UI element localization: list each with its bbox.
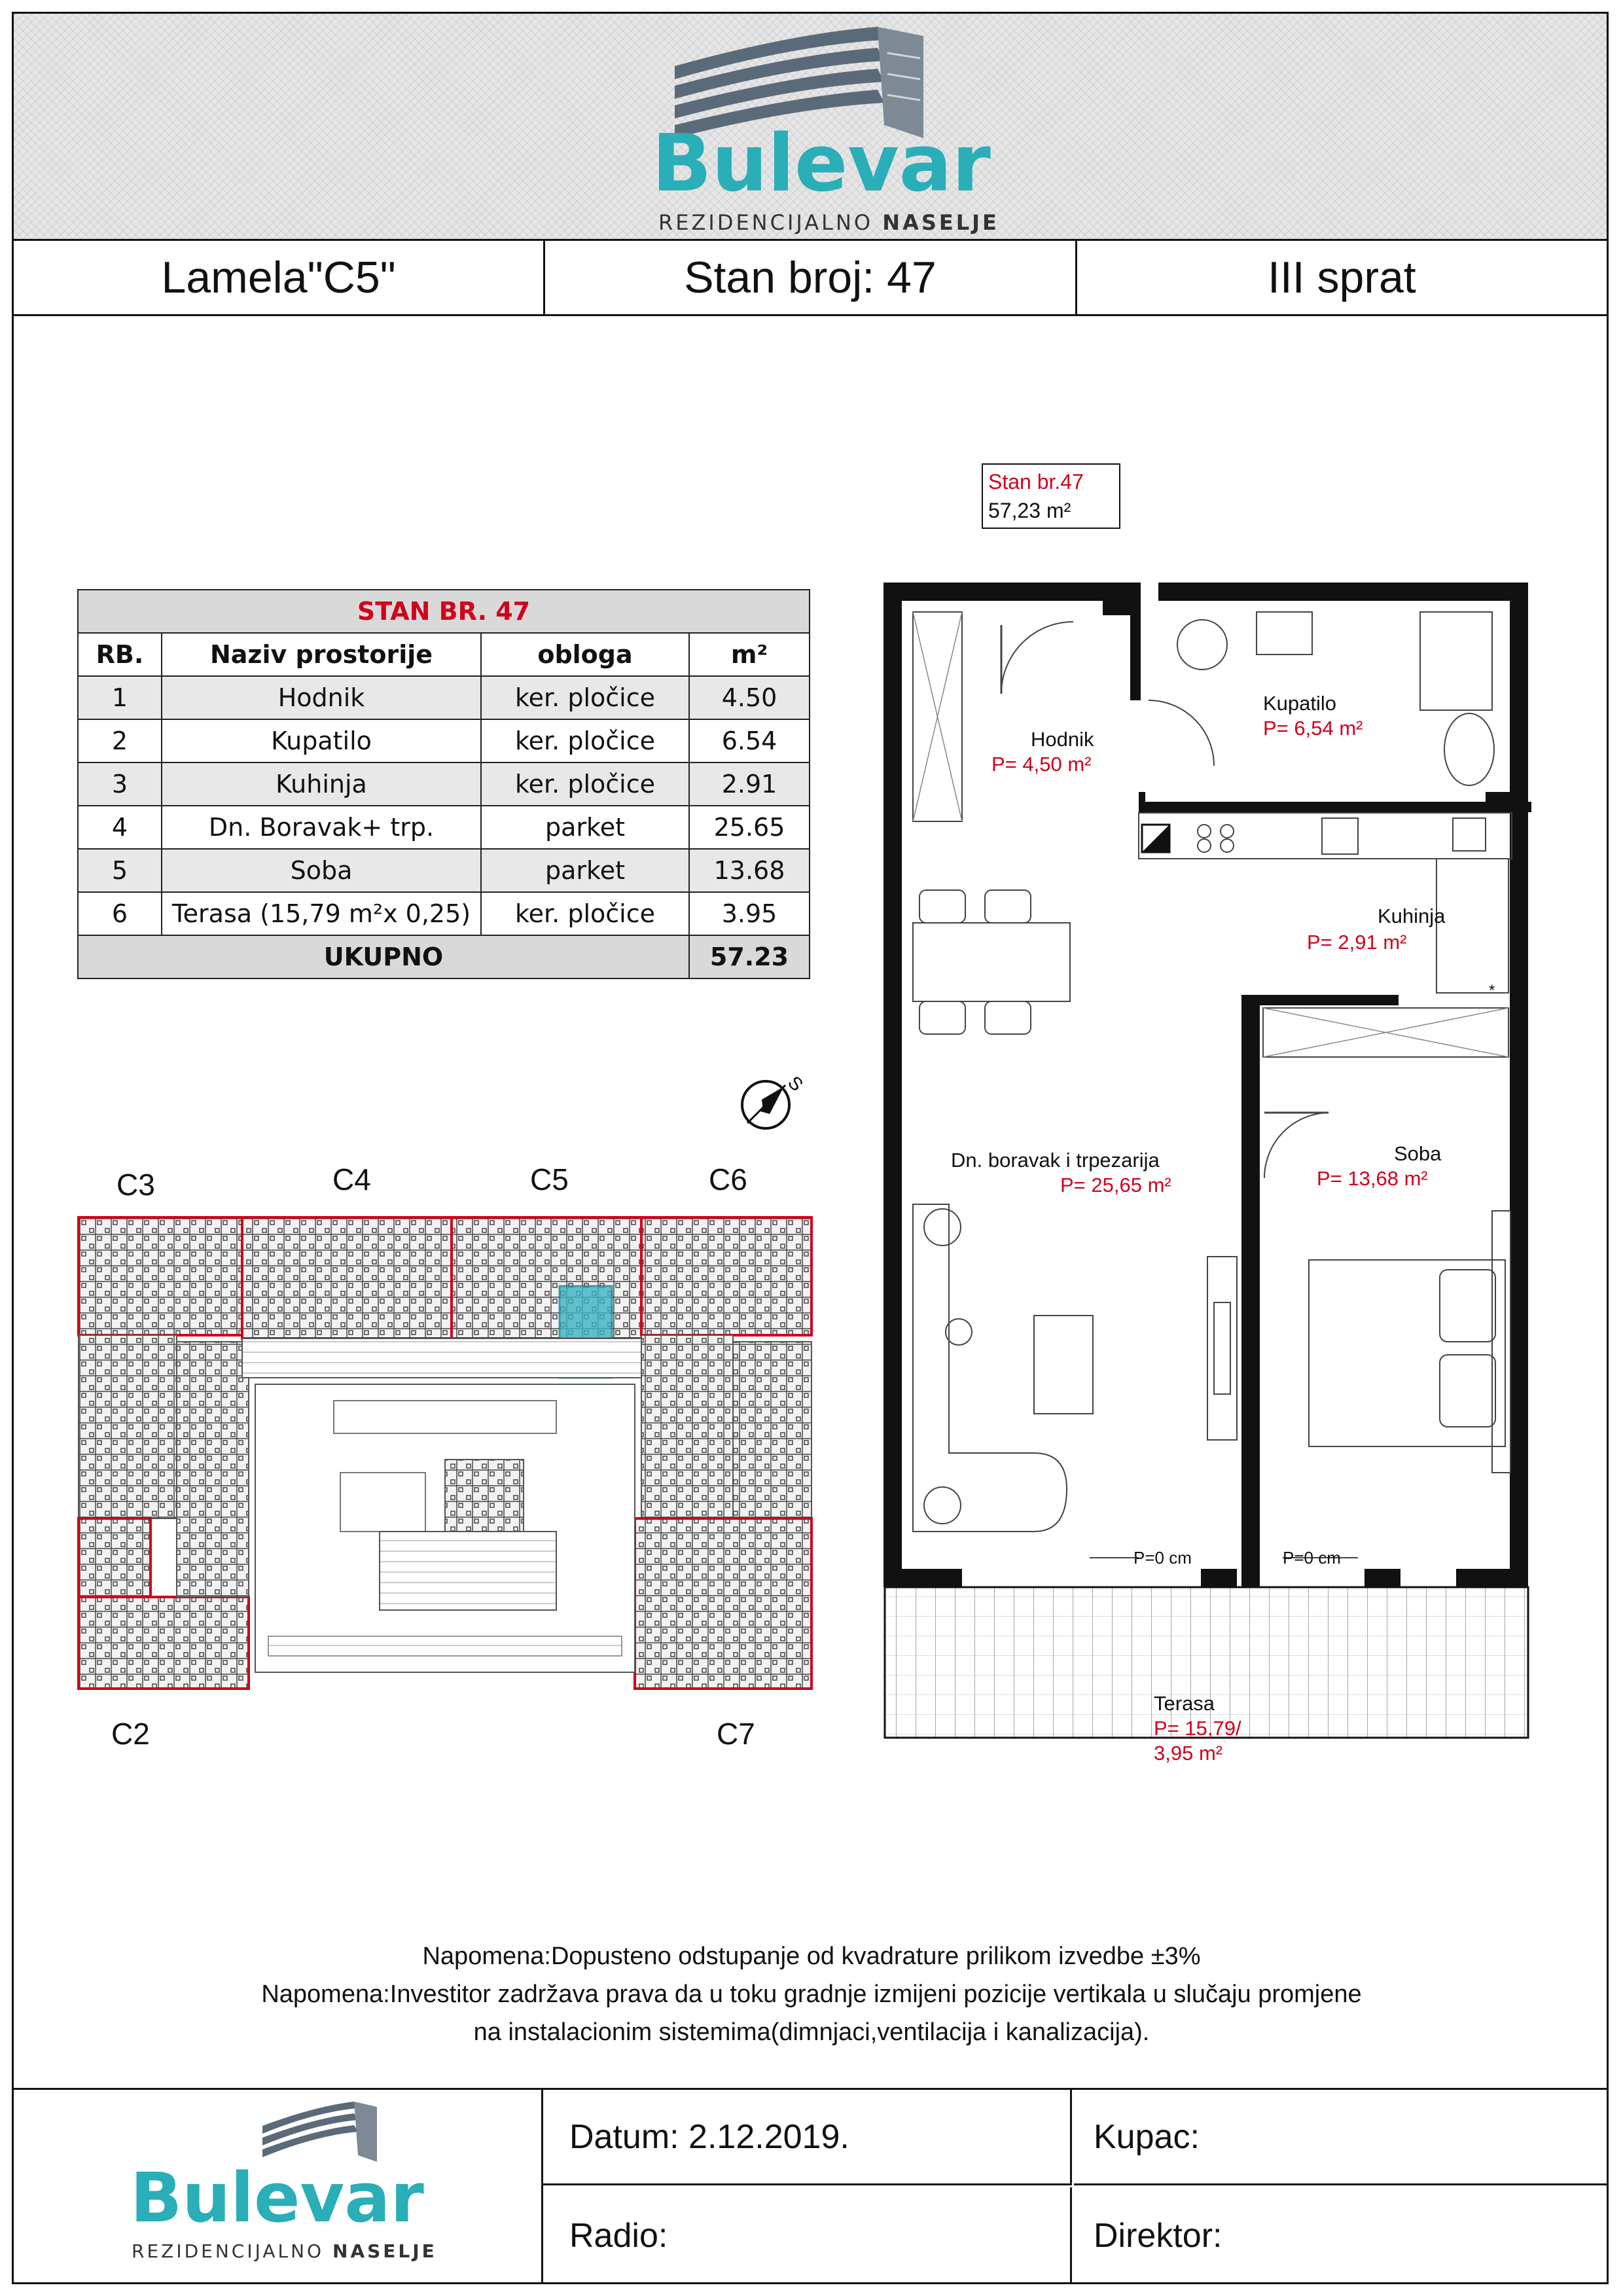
note-line-2: Napomena:Investitor zadržava prava da u toku gradnje izmijeni pozicije vertikala u slučaju promjene [261, 1981, 1362, 2008]
cell: 1 [78, 676, 162, 719]
cell: Dn. Boravak+ trp. [162, 806, 481, 849]
col-name: Naziv prostorije [162, 633, 481, 676]
footer-kupac: Kupac: [1074, 2090, 1607, 2185]
room-kuhinja-area: P= 2,91 m² [1307, 931, 1407, 954]
room-boravak-name: Dn. boravak i trpezarija [951, 1149, 1160, 1172]
footer-brand-name: Bulevar [130, 2158, 424, 2238]
col-rb: RB. [78, 633, 162, 676]
footer-logo-cell [14, 2090, 543, 2284]
table-row [78, 762, 810, 806]
table-row [78, 892, 810, 935]
cell: Soba [162, 849, 481, 892]
footer-datum: Datum: 2.12.2019. [543, 2090, 1072, 2185]
cell: Hodnik [162, 676, 481, 719]
total-label: UKUPNO [78, 935, 689, 978]
cell: ker. pločice [481, 892, 689, 935]
cell: ker. pločice [481, 676, 689, 719]
plan-label-apartment: Stan br.47 [988, 470, 1084, 493]
footer-radio: Radio: [543, 2187, 1072, 2284]
threshold-label-2: P=0 cm [1283, 1548, 1341, 1568]
rooms-table [77, 589, 810, 979]
stan-title: Stan broj: 47 [545, 241, 1077, 314]
cell: 5 [78, 849, 162, 892]
cell: Kupatilo [162, 719, 481, 762]
footer-tagline-bold: NASELJE [332, 2240, 437, 2262]
sprat-title: III sprat [1267, 253, 1416, 302]
footer-brand-tagline [132, 2240, 437, 2262]
col-obloga: obloga [481, 633, 689, 676]
cell: 4 [78, 806, 162, 849]
footer [14, 2088, 1607, 2284]
cell: 25.65 [689, 806, 810, 849]
cell: parket [481, 806, 689, 849]
cell: ker. pločice [481, 719, 689, 762]
room-terasa-area-1: P= 15,79/ [1154, 1717, 1241, 1740]
cell: 2 [78, 719, 162, 762]
room-terasa-name: Terasa [1154, 1692, 1215, 1715]
site-label-c6: C6 [709, 1162, 747, 1196]
col-area: m² [689, 633, 810, 676]
brand-tagline-light: REZIDENCIJALNO [658, 210, 874, 235]
table-row [78, 719, 810, 762]
table-row [78, 806, 810, 849]
footer-tagline-light: REZIDENCIJALNO [132, 2240, 325, 2262]
cell: 2.91 [689, 762, 810, 806]
brand-tagline-bold: NASELJE [882, 210, 999, 235]
title-row [14, 241, 1607, 316]
lamela-title: Lamela"C5" [14, 241, 545, 314]
site-label-c4: C4 [332, 1162, 371, 1196]
table-row [78, 676, 810, 719]
cell: parket [481, 849, 689, 892]
room-terasa-area-2: 3,95 m² [1154, 1742, 1223, 1765]
room-asterisk: * [1489, 982, 1495, 999]
notes [0, 1937, 1623, 2051]
room-boravak-area: P= 25,65 m² [1060, 1174, 1171, 1196]
site-label-c2: C2 [111, 1717, 150, 1751]
note-line-1: Napomena:Dopusteno odstupanje od kvadrature prilikom izvedbe ±3% [422, 1943, 1201, 1970]
room-hodnik-area: P= 4,50 m² [991, 753, 1092, 776]
room-kupatilo-area: P= 6,54 m² [1263, 717, 1363, 740]
room-hodnik-name: Hodnik [1031, 728, 1094, 751]
cell: 4.50 [689, 676, 810, 719]
plan-label-box [982, 463, 1120, 529]
note-line-3: na instalacionim sistemima(dimnjaci,ventilacija i kanalizacija). [473, 2018, 1150, 2046]
header-band [14, 14, 1607, 241]
cell: 3.95 [689, 892, 810, 935]
brand-tagline [658, 210, 999, 235]
threshold-label-1: P=0 cm [1133, 1548, 1192, 1568]
cell: 3 [78, 762, 162, 806]
cell: Terasa (15,79 m²x 0,25) [162, 892, 481, 935]
table-row [78, 849, 810, 892]
compass-icon [733, 1060, 812, 1139]
room-soba-area: P= 13,68 m² [1317, 1167, 1428, 1190]
site-label-c5: C5 [530, 1162, 569, 1196]
plan-label-area: 57,23 m² [988, 499, 1071, 522]
cell: 13.68 [689, 849, 810, 892]
cell: 6.54 [689, 719, 810, 762]
total-value: 57.23 [689, 935, 810, 978]
site-label-c7: C7 [717, 1717, 755, 1751]
brand-name: Bulevar [652, 118, 991, 209]
footer-direktor: Direktor: [1094, 2217, 1222, 2255]
room-kuhinja-name: Kuhinja [1378, 905, 1446, 927]
room-soba-name: Soba [1394, 1142, 1442, 1165]
total-row [78, 935, 810, 978]
room-kupatilo-name: Kupatilo [1263, 692, 1337, 715]
site-label-c3: C3 [116, 1168, 155, 1202]
table-title: STAN BR. 47 [78, 590, 810, 633]
site-plan [72, 1211, 818, 1702]
cell: 6 [78, 892, 162, 935]
cell: ker. pločice [481, 762, 689, 806]
cell: Kuhinja [162, 762, 481, 806]
compass-letter: S [784, 1071, 808, 1096]
